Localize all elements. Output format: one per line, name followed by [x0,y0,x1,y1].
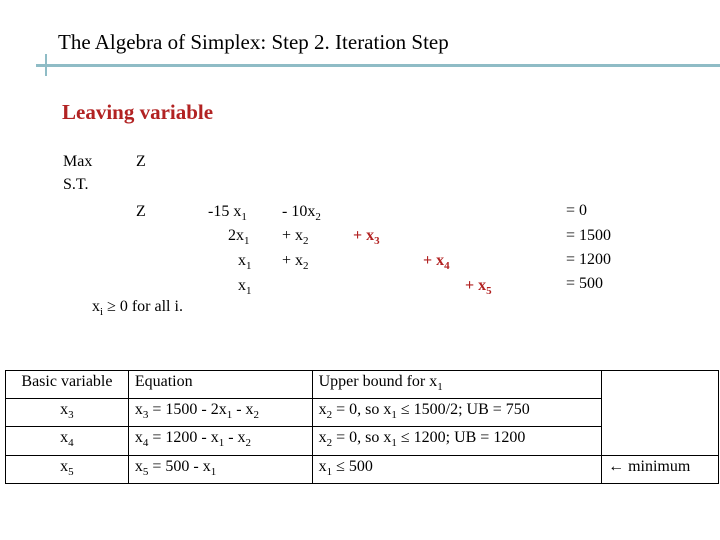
header-blank [602,371,719,399]
constraint3-x5: + $x_5$ [465,277,492,298]
upper-bound-cell: $x_2 = 0$, so $x_1 \le 1500/2$; UB = 750 [312,399,601,427]
ratio-table [5,370,719,484]
constraint3-x1: $x_1$ [238,277,252,298]
constraint2-x2: + $x_2$ [282,252,309,273]
note-cell [602,427,719,455]
upper-bound-cell: $x_2 = 0$, so $x_1 \le 1200$; UB = 1200 [312,427,601,455]
rhs-constraint3: = 500 [566,275,604,292]
title-marker [45,54,47,76]
header-basic-variable: Basic variable [6,371,129,399]
header-upper-bound: Upper bound for $x_1$ [312,371,601,399]
objective-z: Z [136,153,146,170]
equation-z: Z [136,203,146,220]
slide-title: The Algebra of Simplex: Step 2. Iteration Step [58,30,449,54]
title-underline [36,64,720,67]
rhs-constraint1: = 1500 [566,227,612,244]
basic-var-cell: $x_4$ [6,427,129,455]
constraint1-x2: + $x_2$ [282,227,309,248]
minimum-note-cell [602,455,719,483]
table-row [6,399,719,427]
table-row [6,455,719,483]
minimum-label: minimum [628,457,691,475]
note-cell [602,399,719,427]
rhs-objective: = 0 [566,202,588,219]
constraint2-x1: $x_1$ [238,252,252,273]
nonnegativity: $x_i \ge 0$ for all i. [92,298,183,319]
equation-cell: $x_3 = 1500 - 2x_1 - x_2$ [128,399,312,427]
constraint1-x3: + $x_3$ [353,227,380,248]
table-row [6,427,719,455]
max-label: Max [63,153,93,170]
constraint1-x1: $2x_1$ [228,227,250,248]
table-header-row [6,371,719,399]
basic-var-cell: $x_5$ [6,455,129,483]
st-label: S.T. [63,176,89,193]
upper-bound-cell: $x_1 \le 500$ [312,455,601,483]
arrow-left-icon: ← [608,457,629,475]
rhs-constraint2: = 1200 [566,251,612,268]
equation-cell: $x_5 = 500 - x_1$ [128,455,312,483]
header-equation: Equation [128,371,312,399]
basic-var-cell: $x_3$ [6,399,129,427]
constraint2-x4: + $x_4$ [423,252,450,273]
objective-term-x2: - $10x_2$ [282,203,321,224]
equation-cell: $x_4 = 1200 - x_1 - x_2$ [128,427,312,455]
objective-term-x1: -15 $x_1$ [208,203,247,224]
section-heading: Leaving variable [62,100,214,124]
